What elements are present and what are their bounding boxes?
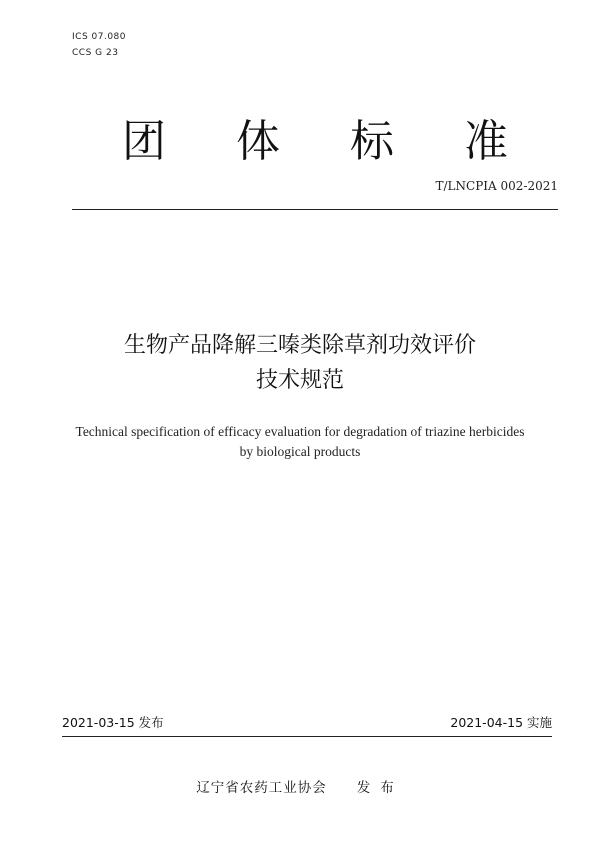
english-title-line-2: by biological products bbox=[239, 444, 361, 459]
standard-number: T/LNCPIA 002-2021 bbox=[435, 179, 558, 193]
chinese-title-line-1: 生物产品降解三嗪类除草剂功效评价 bbox=[123, 333, 476, 358]
publish-verb: 发布 bbox=[356, 780, 404, 796]
english-title-line-1: Technical specification of efficacy evaluation for degradation of triazine herbicides bbox=[75, 424, 525, 439]
document-type-char: 团 bbox=[122, 116, 166, 167]
implementation-date: 2021-04-15 实施 bbox=[450, 715, 552, 730]
footer-divider bbox=[62, 736, 552, 737]
ccs-code: CCS G 23 bbox=[72, 48, 119, 58]
document-type-heading bbox=[0, 112, 600, 172]
publisher-name: 辽宁省农药工业协会 bbox=[196, 780, 327, 796]
chinese-title-line-2: 技术规范 bbox=[255, 368, 344, 393]
document-type-char: 体 bbox=[236, 116, 280, 167]
issue-date: 2021-03-15 发布 bbox=[62, 715, 164, 730]
ics-code: ICS 07.080 bbox=[72, 32, 127, 42]
document-type-char: 标 bbox=[350, 116, 394, 167]
header-divider bbox=[72, 209, 558, 210]
publisher-line bbox=[0, 778, 600, 798]
document-type-char: 准 bbox=[464, 116, 508, 167]
